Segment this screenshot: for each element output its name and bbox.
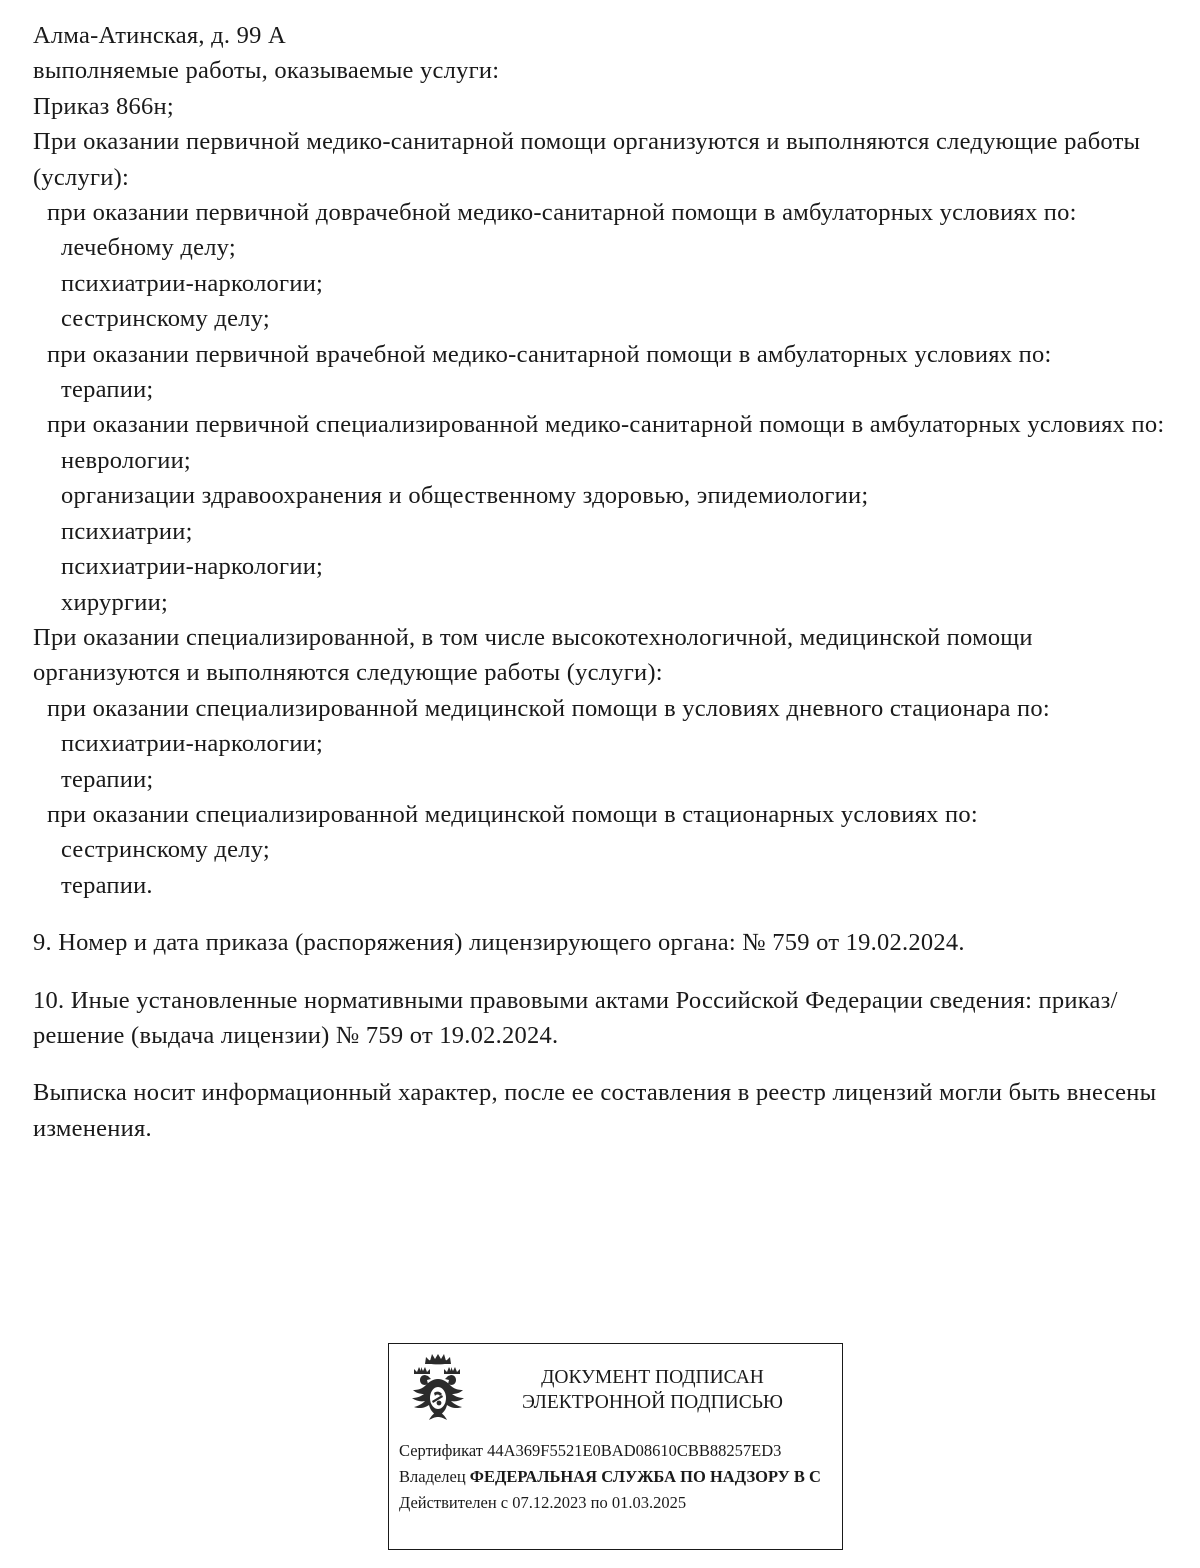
stamp-title-line-2: ЭЛЕКТРОННОЙ ПОДПИСЬЮ bbox=[522, 1392, 783, 1413]
license-works-block bbox=[33, 18, 1173, 903]
stamp-owner-row bbox=[399, 1464, 842, 1490]
spacer bbox=[33, 903, 1173, 925]
doc-line: Алма-Атинская, д. 99 А bbox=[33, 22, 286, 49]
stamp-valid-from: 07.12.2023 bbox=[512, 1493, 587, 1512]
doc-line: сестринскому делу; bbox=[61, 305, 270, 333]
stamp-certificate-label: Сертификат bbox=[399, 1441, 483, 1460]
doc-line: терапии; bbox=[61, 765, 154, 793]
doc-line: выполняемые работы, оказываемые услуги: bbox=[33, 57, 500, 85]
stamp-valid-to: 01.03.2025 bbox=[611, 1493, 687, 1512]
doc-line: психиатрии-наркологии; bbox=[61, 269, 324, 297]
other-info-paragraph: 10. Иные установленные нормативными правовыми актами Российской Федерации сведения: приказ/решение (выдача лицензии) № 759 от 19.02.2024. bbox=[33, 986, 1118, 1049]
doc-line: психиатрии; bbox=[61, 517, 193, 545]
stamp-header bbox=[389, 1344, 842, 1428]
doc-line: терапии. bbox=[61, 871, 153, 899]
stamp-title-line-1: ДОКУМЕНТ ПОДПИСАН bbox=[541, 1367, 764, 1388]
spacer bbox=[33, 1053, 1173, 1075]
stamp-owner-value: ФЕДЕРАЛЬНАЯ СЛУЖБА ПО НАДЗОРУ В С bbox=[469, 1467, 821, 1486]
electronic-signature-stamp bbox=[388, 1343, 843, 1550]
document-body bbox=[33, 18, 1173, 1146]
stamp-validity-row bbox=[399, 1490, 842, 1516]
doc-line: терапии; bbox=[61, 376, 154, 404]
doc-line: При оказании первичной медико-санитарной помощи организуются и выполняются следующие работы (услуги): bbox=[33, 128, 1147, 191]
stamp-title bbox=[481, 1365, 832, 1415]
doc-line: при оказании специализированной медицинской помощи в условиях дневного стационара по: bbox=[47, 694, 1050, 722]
doc-line: психиатрии-наркологии; bbox=[61, 730, 324, 758]
disclaimer-paragraph: Выписка носит информационный характер, после ее составления в реестр лицензий могли быть внесены изменения. bbox=[33, 1079, 1163, 1142]
stamp-owner-label: Владелец bbox=[399, 1467, 466, 1486]
stamp-valid-label: Действителен с bbox=[399, 1493, 509, 1512]
doc-line: организации здравоохранения и общественному здоровью, эпидемиологии; bbox=[61, 482, 869, 510]
doc-line: при оказании первичной врачебной медико-санитарной помощи в амбулаторных условиях по: bbox=[47, 340, 1052, 368]
stamp-valid-to-label: по bbox=[590, 1493, 608, 1512]
stamp-certificate-row bbox=[399, 1438, 842, 1464]
doc-line: хирургии; bbox=[61, 588, 169, 616]
doc-line: сестринскому делу; bbox=[61, 836, 270, 864]
spacer bbox=[33, 961, 1173, 983]
doc-line: неврологии; bbox=[61, 446, 191, 474]
doc-line: При оказании специализированной, в том числе высокотехнологичной, медицинской помощи организуются и выполняются следующие работы (услуги): bbox=[33, 623, 1040, 687]
doc-line: при оказании первичной специализированной медико-санитарной помощи в амбулаторных условиях по: bbox=[47, 411, 1165, 439]
doc-line: при оказании специализированной медицинской помощи в стационарных условиях по: bbox=[47, 800, 978, 828]
doc-line: при оказании первичной доврачебной медико-санитарной помощи в амбулаторных условиях по: bbox=[47, 199, 1077, 227]
russian-coat-of-arms-icon bbox=[401, 1351, 475, 1429]
doc-line: психиатрии-наркологии; bbox=[61, 553, 324, 581]
doc-line: лечебному делу; bbox=[61, 234, 236, 262]
stamp-details bbox=[389, 1428, 842, 1516]
stamp-certificate-value: 44A369F5521E0BAD08610CBB88257ED3 bbox=[487, 1441, 782, 1460]
order-number-paragraph: 9. Номер и дата приказа (распоряжения) лицензирующего органа: № 759 от 19.02.2024. bbox=[33, 929, 965, 957]
doc-line: Приказ 866н; bbox=[33, 92, 174, 120]
